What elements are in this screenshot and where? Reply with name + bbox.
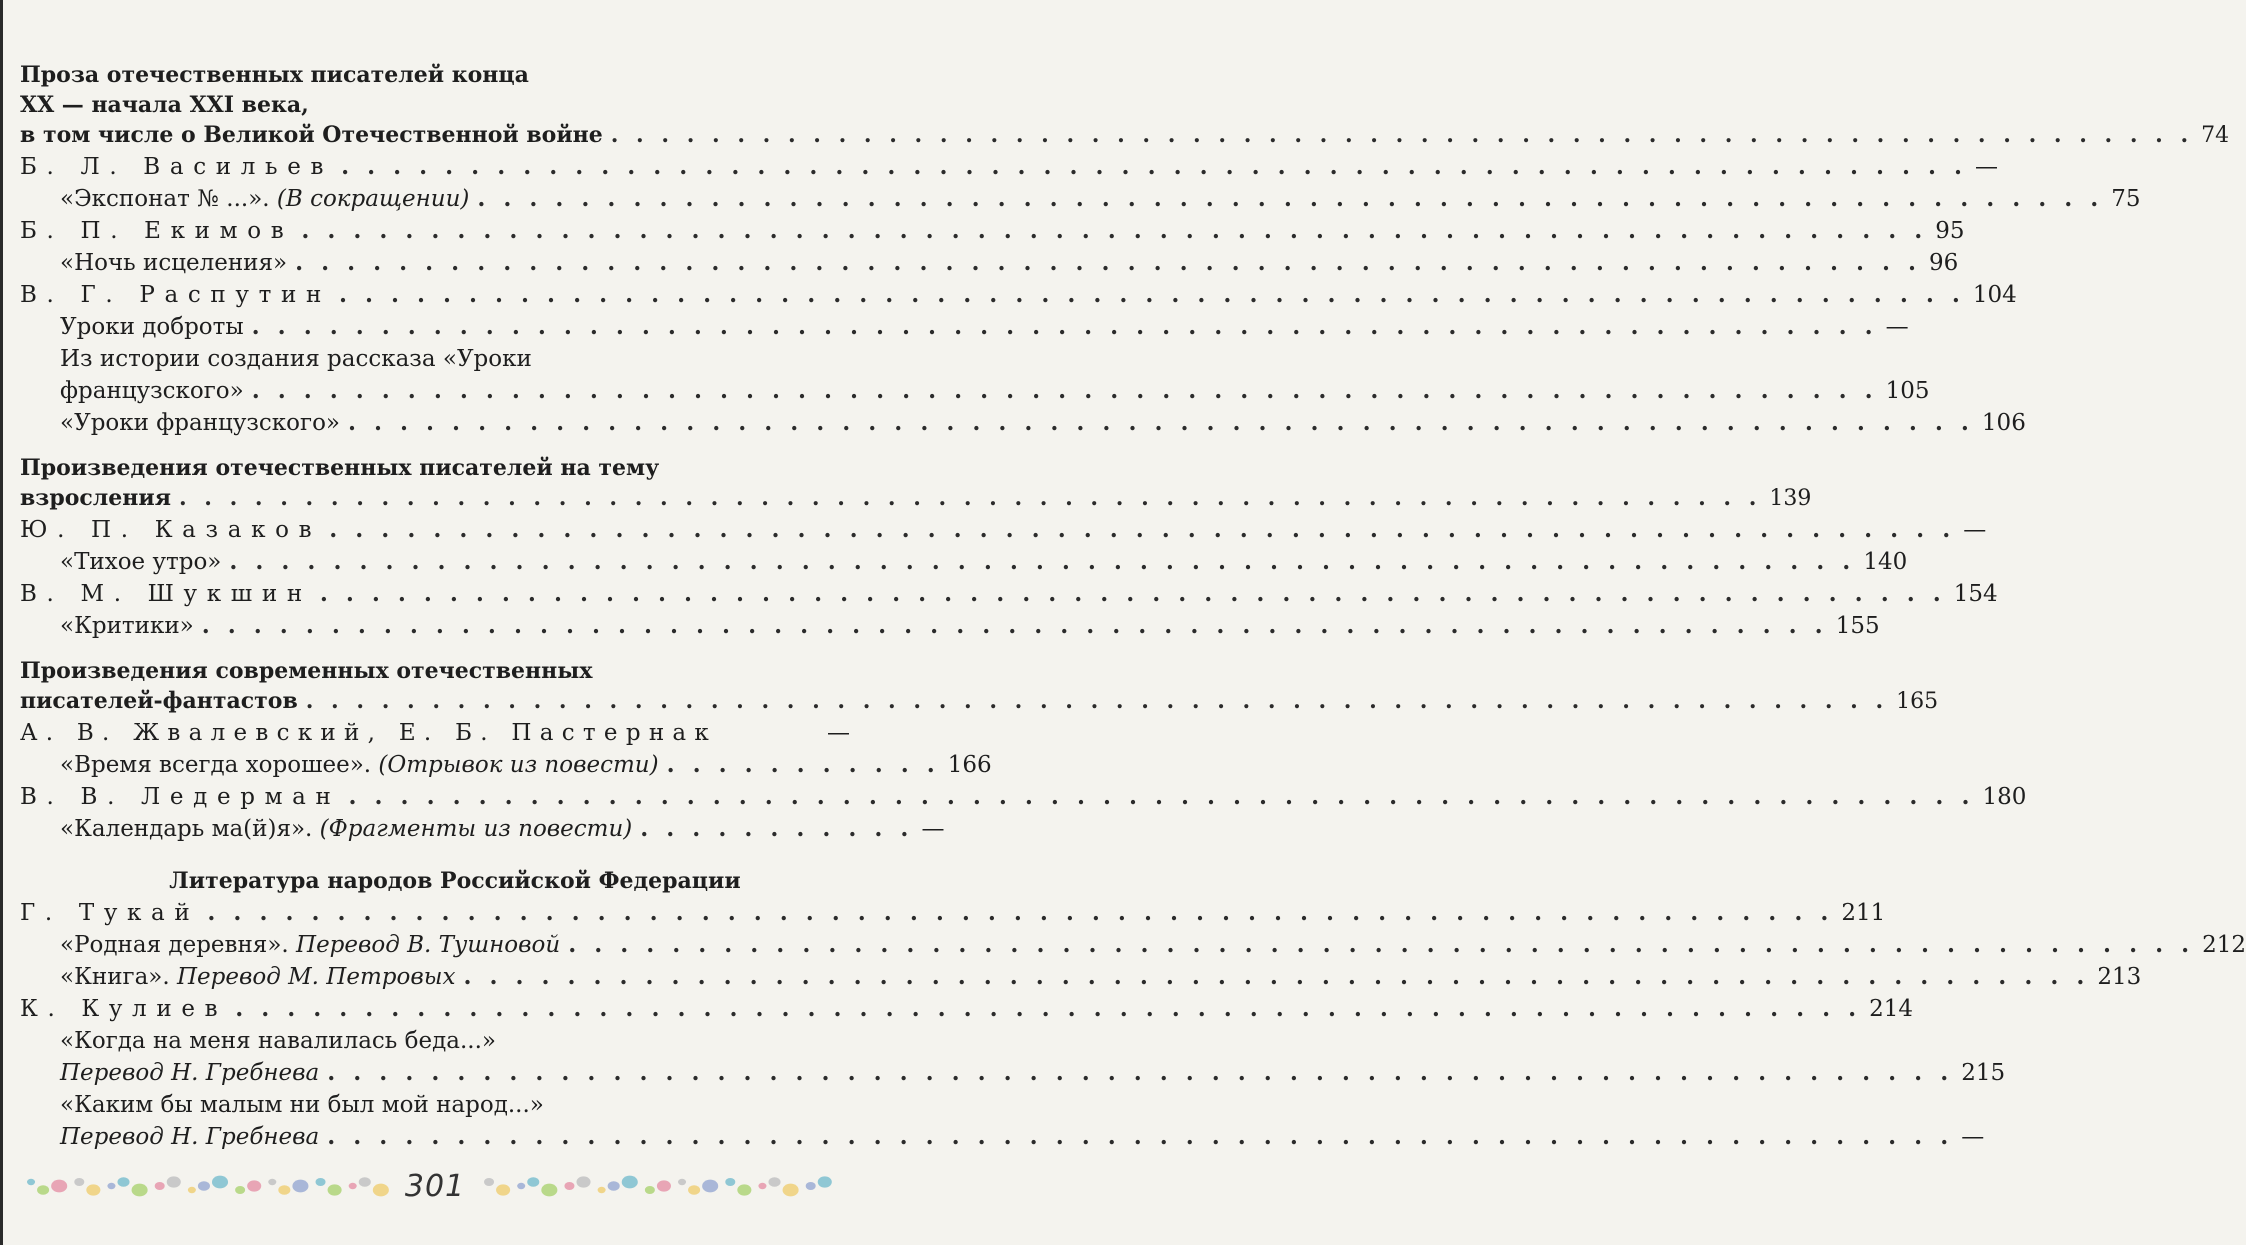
work-title-text: «Календарь ма(й)я».: [60, 816, 320, 842]
leader-dots: . . . . . . . . . . . . . . . . . . . . . . . . . . . . . . . . . . . . . . . . . . . . . . . . . . . . . . . . . . . . . . .: [327, 1123, 1954, 1150]
work-note: Перевод Н. Гребнева: [60, 1060, 320, 1086]
leader-dots: . . . . . . . . . . . . . . . . . . . . . . . . . . . . . . . . . . . . . . . . . . . . . . . . . . . . . . . . . . . . . . .: [251, 313, 1878, 340]
leader-dots: . . . . . . . . . . . . . . . . . . . . . . . . . . . . . . . . . . . . . . . . . . . . . . . . . . . . . . . . . . . . . . .: [568, 931, 2195, 958]
page-number: 215: [1961, 1060, 2006, 1086]
page-edge: [0, 0, 3, 1245]
leader-dots: . . . . . . . . . . . . . . . . . . . . . . . . . . . . . . . . . . . . . . . . . . . . . . . . . . . . . . . . . . . . . . .: [295, 249, 1922, 276]
ornament-dot: [27, 1179, 35, 1185]
leader-dots: . . . . . . . . . . .: [640, 815, 914, 842]
toc-entry: [20, 407, 2026, 439]
ornament-dot: [155, 1182, 165, 1190]
leader-dots: . . . . . . . . . . . . . . . . . . . . . . . . . . . . . . . . . . . . . . . . . . . . . . . . . . . . . . . . . . . . . . .: [610, 122, 2194, 148]
leader-dots: . . . . . . . . . . . . . . . . . . . . . . . . . . . . . . . . . . . . . . . . . . . . . . . . . . . . . . . . . . . . . . .: [327, 1059, 1954, 1086]
work-title: «Ночь исцеления»: [60, 250, 288, 276]
ornament-dot: [769, 1177, 781, 1187]
toc-entry: [20, 151, 1999, 183]
ornament-dot: [247, 1180, 261, 1191]
section-heading: Литература народов Российской Федерации: [169, 868, 741, 894]
table-of-contents: [20, 60, 2246, 1153]
leader-dots: . . . . . . . . . . . . . . . . . . . . . . . . . . . . . . . . . . . . . . . . . . . . . . . . . . . . . . . . . . . . . . .: [301, 217, 1928, 244]
ornament-dot: [117, 1177, 129, 1187]
page-number: 140: [1863, 549, 1908, 575]
toc-entry: [20, 961, 2142, 993]
leader-dots: . . . . . . . . . . . . . . . . . . . . . . . . . . . . . . . . . . . . . . . . . . . . . . . . . . . . . . . . . . . . . . .: [178, 485, 1762, 511]
author-name: В. Г. Распутин: [20, 282, 331, 308]
ornament-dot: [278, 1185, 290, 1195]
work-title: «Уроки французского»: [60, 410, 340, 436]
page-number: 95: [1935, 218, 1965, 244]
section-title-line: писателей-фантастов: [20, 688, 298, 714]
ornament-dot: [359, 1177, 371, 1187]
ornament-dot: [198, 1181, 210, 1191]
toc-entry: [20, 1057, 2006, 1089]
leader-dots: . . . . . . . . . . . . . . . . . . . . . . . . . . . . . . . . . . . . . . . . . . . . . . . . . . . . . . . . . . . . . . .: [201, 612, 1828, 639]
author-name: Ю. П. Казаков: [20, 517, 322, 543]
page-number: —: [921, 816, 945, 842]
work-title: [60, 813, 632, 845]
work-note: Перевод М. Петровых: [177, 964, 456, 990]
work-title: [60, 929, 560, 961]
page-number: 139: [1769, 486, 1812, 511]
page-number: 96: [1929, 250, 1959, 276]
leader-dots: . . . . . . . . . . . . . . . . . . . . . . . . . . . . . . . . . . . . . . . . . . . . . . . . . . . . . . . . . . . . . . .: [251, 377, 1878, 404]
toc-entry: [20, 279, 2017, 311]
work-note: Перевод Н. Гребнева: [60, 1124, 320, 1150]
ornament-dot: [107, 1183, 115, 1189]
ornament-dot: [725, 1178, 735, 1186]
section-title-line: Произведения современных отечественных: [20, 658, 593, 684]
page-number: —: [1975, 154, 1999, 180]
footer-page-number: 301: [404, 1168, 466, 1204]
toc-entry: [20, 1121, 1985, 1153]
page-number: 105: [1885, 378, 1930, 404]
work-title: [60, 183, 469, 215]
toc-entry: [20, 183, 2141, 215]
work-note: Перевод В. Тушновой: [296, 932, 561, 958]
ornament-dot: [541, 1184, 557, 1197]
page-number: 212: [2202, 932, 2246, 958]
work-title: «Критики»: [60, 613, 194, 639]
work-title-first-line: «Каким бы малым ни был мой народ...»: [60, 1092, 544, 1118]
page-number: 106: [1981, 410, 2026, 436]
ornament-dot: [496, 1184, 510, 1195]
ornament-dot: [484, 1178, 494, 1186]
leader-dots: . . . . . . . . . . . . . . . . . . . . . . . . . . . . . . . . . . . . . . . . . . . . . . . . . . . . . . . . . . . . . . .: [305, 688, 1889, 714]
section-title-line: XX — начала XXI века,: [20, 92, 309, 118]
page-footer: [25, 1166, 845, 1206]
ornament-dot: [316, 1178, 326, 1186]
ornament-dot: [268, 1179, 276, 1185]
ornament-dot: [132, 1184, 148, 1197]
dot-ornament-right: [483, 1169, 845, 1203]
ornament-dot: [678, 1179, 686, 1185]
dot-ornament-left: [25, 1169, 387, 1203]
toc-entry: [20, 897, 1886, 929]
work-title-first-line: «Когда на меня навалилась беда...»: [60, 1028, 496, 1054]
ornament-dot: [517, 1183, 525, 1189]
section-title-line: взросления: [20, 485, 171, 511]
ornament-dot: [328, 1184, 342, 1195]
page-number: —: [1961, 1124, 1985, 1150]
leader-dots: . . . . . . . . . . . . . . . . . . . . . . . . . . . . . . . . . . . . . . . . . . . . . . . . . . . . . . . . . . . . . . .: [477, 185, 2104, 212]
ornament-dot: [737, 1184, 751, 1195]
work-title-text: «Экспонат № ...».: [60, 186, 277, 212]
author-name: К. Кулиев: [20, 996, 228, 1022]
toc-entry: [20, 717, 850, 749]
page-number: 155: [1835, 613, 1880, 639]
toc-entry: [20, 781, 2027, 813]
work-note: (Фрагменты из повести): [319, 816, 633, 842]
work-note: (В сокращении): [276, 186, 470, 212]
leader-dots: . . . . . . . . . . . . . . . . . . . . . . . . . . . . . . . . . . . . . . . . . . . . . . . . . . . . . . . . . . . . . . .: [329, 516, 1956, 543]
work-title-first-line: Из истории создания рассказа «Уроки: [60, 346, 532, 372]
page-number: 166: [947, 752, 992, 778]
section-title-line: Произведения отечественных писателей на тему: [20, 455, 660, 481]
ornament-dot: [688, 1185, 700, 1195]
ornament-dot: [74, 1178, 84, 1186]
section-title: [20, 656, 850, 686]
toc-entry: [20, 215, 1965, 247]
page-number: 214: [1869, 996, 1914, 1022]
page-number: 180: [1982, 784, 2027, 810]
toc-entry: [20, 578, 1998, 610]
page-number: 165: [1896, 689, 1939, 714]
work-title: французского»: [60, 378, 244, 404]
author-name: В. В. Ледерман: [20, 784, 341, 810]
ornament-dot: [349, 1183, 357, 1189]
ornament-dot: [565, 1182, 575, 1190]
leader-dots: . . . . . . . . . . . . . . . . . . . . . . . . . . . . . . . . . . . . . . . . . . . . . . . . . . . . . . . . . . . . . . .: [348, 409, 1974, 436]
toc-entry: [20, 610, 1880, 642]
toc-entry: [20, 120, 2230, 151]
ornament-dot: [783, 1184, 799, 1197]
work-note: (Отрывок из повести): [378, 752, 659, 778]
page-number: —: [1963, 517, 1987, 543]
ornament-dot: [37, 1185, 49, 1195]
toc-entry: [20, 813, 945, 845]
author-name: А. В. Жвалевский, Е. Б. Пастернак: [20, 720, 718, 746]
page-number: 213: [2097, 964, 2142, 990]
toc-entry: [20, 514, 1987, 546]
page-number: —: [827, 720, 850, 746]
page-number: 104: [1972, 282, 2017, 308]
work-title: Уроки доброты: [60, 314, 244, 340]
toc-entry: [20, 546, 1908, 578]
page-number: 74: [2201, 123, 2230, 148]
ornament-dot: [577, 1176, 591, 1187]
ornament-dot: [167, 1176, 181, 1187]
leader-dots: . . . . . . . . . . . . . . . . . . . . . . . . . . . . . . . . . . . . . . . . . . . . . . . . . . . . . . . . . . . . . . .: [319, 580, 1946, 607]
page-number: 211: [1841, 900, 1886, 926]
ornament-dot: [188, 1187, 196, 1193]
ornament-dot: [51, 1180, 67, 1193]
leader-dots: . . . . . . . . . . . . . . . . . . . . . . . . . . . . . . . . . . . . . . . . . . . . . . . . . . . . . . . . . . . . . . .: [341, 153, 1968, 180]
work-title: «Тихое утро»: [60, 549, 222, 575]
author-name: Б. Л. Васильев: [20, 154, 334, 180]
section-title-line: в том числе о Великой Отечественной войне: [20, 122, 603, 148]
ornament-dot: [608, 1181, 620, 1191]
ornament-dot: [212, 1176, 228, 1189]
toc-entry: [20, 375, 1930, 407]
toc-entry: [20, 311, 1909, 343]
work-title: [60, 749, 659, 781]
work-title-text: «Время всегда хорошее».: [60, 752, 379, 778]
ornament-dot: [622, 1176, 638, 1189]
leader-dots: . . . . . . . . . . .: [666, 751, 940, 778]
leader-dots: . . . . . . . . . . . . . . . . . . . . . . . . . . . . . . . . . . . . . . . . . . . . . . . . . . . . . . . . . . . . . . .: [348, 783, 1975, 810]
ornament-dot: [373, 1184, 389, 1197]
leader-dots: . . . . . . . . . . . . . . . . . . . . . . . . . . . . . . . . . . . . . . . . . . . . . . . . . . . . . . . . . . . . . . .: [229, 548, 1856, 575]
toc-entry: [20, 993, 1914, 1025]
page-number: 75: [2111, 186, 2141, 212]
toc-entry: [20, 929, 2246, 961]
section-title: [20, 60, 850, 120]
leader-dots: . . . . . . . . . . . . . . . . . . . . . . . . . . . . . . . . . . . . . . . . . . . . . . . . . . . . . . . . . . . . . . .: [338, 281, 1965, 308]
ornament-dot: [645, 1186, 655, 1194]
toc-entry: [20, 749, 992, 781]
ornament-dot: [818, 1176, 832, 1187]
page-number: 154: [1953, 581, 1998, 607]
ornament-dot: [759, 1183, 767, 1189]
toc-entry: [20, 483, 1812, 514]
author-name: Г. Тукай: [20, 900, 200, 926]
ornament-dot: [806, 1182, 816, 1190]
ornament-dot: [657, 1180, 671, 1191]
ornament-dot: [86, 1184, 100, 1195]
leader-dots: . . . . . . . . . . . . . . . . . . . . . . . . . . . . . . . . . . . . . . . . . . . . . . . . . . . . . . . . . . . . . . .: [235, 995, 1862, 1022]
ornament-dot: [702, 1180, 718, 1193]
leader-dots: . . . . . . . . . . . . . . . . . . . . . . . . . . . . . . . . . . . . . . . . . . . . . . . . . . . . . . . . . . . . . . .: [207, 899, 1834, 926]
ornament-dot: [527, 1177, 539, 1187]
work-title: [60, 961, 455, 993]
toc-entry: [20, 686, 1939, 717]
ornament-dot: [598, 1187, 606, 1193]
work-title-text: «Родная деревня».: [60, 932, 297, 958]
section-title: [20, 453, 850, 483]
toc-entry: [20, 247, 1959, 279]
author-name: Б. П. Екимов: [20, 218, 294, 244]
leader-dots: . . . . . . . . . . . . . . . . . . . . . . . . . . . . . . . . . . . . . . . . . . . . . . . . . . . . . . . . . . . . . . .: [463, 963, 2090, 990]
ornament-dot: [292, 1180, 308, 1193]
author-name: В. М. Шукшин: [20, 581, 312, 607]
work-title-text: «Книга».: [60, 964, 177, 990]
ornament-dot: [235, 1186, 245, 1194]
section-title-line: Проза отечественных писателей конца: [20, 62, 529, 88]
page-number: —: [1885, 314, 1909, 340]
